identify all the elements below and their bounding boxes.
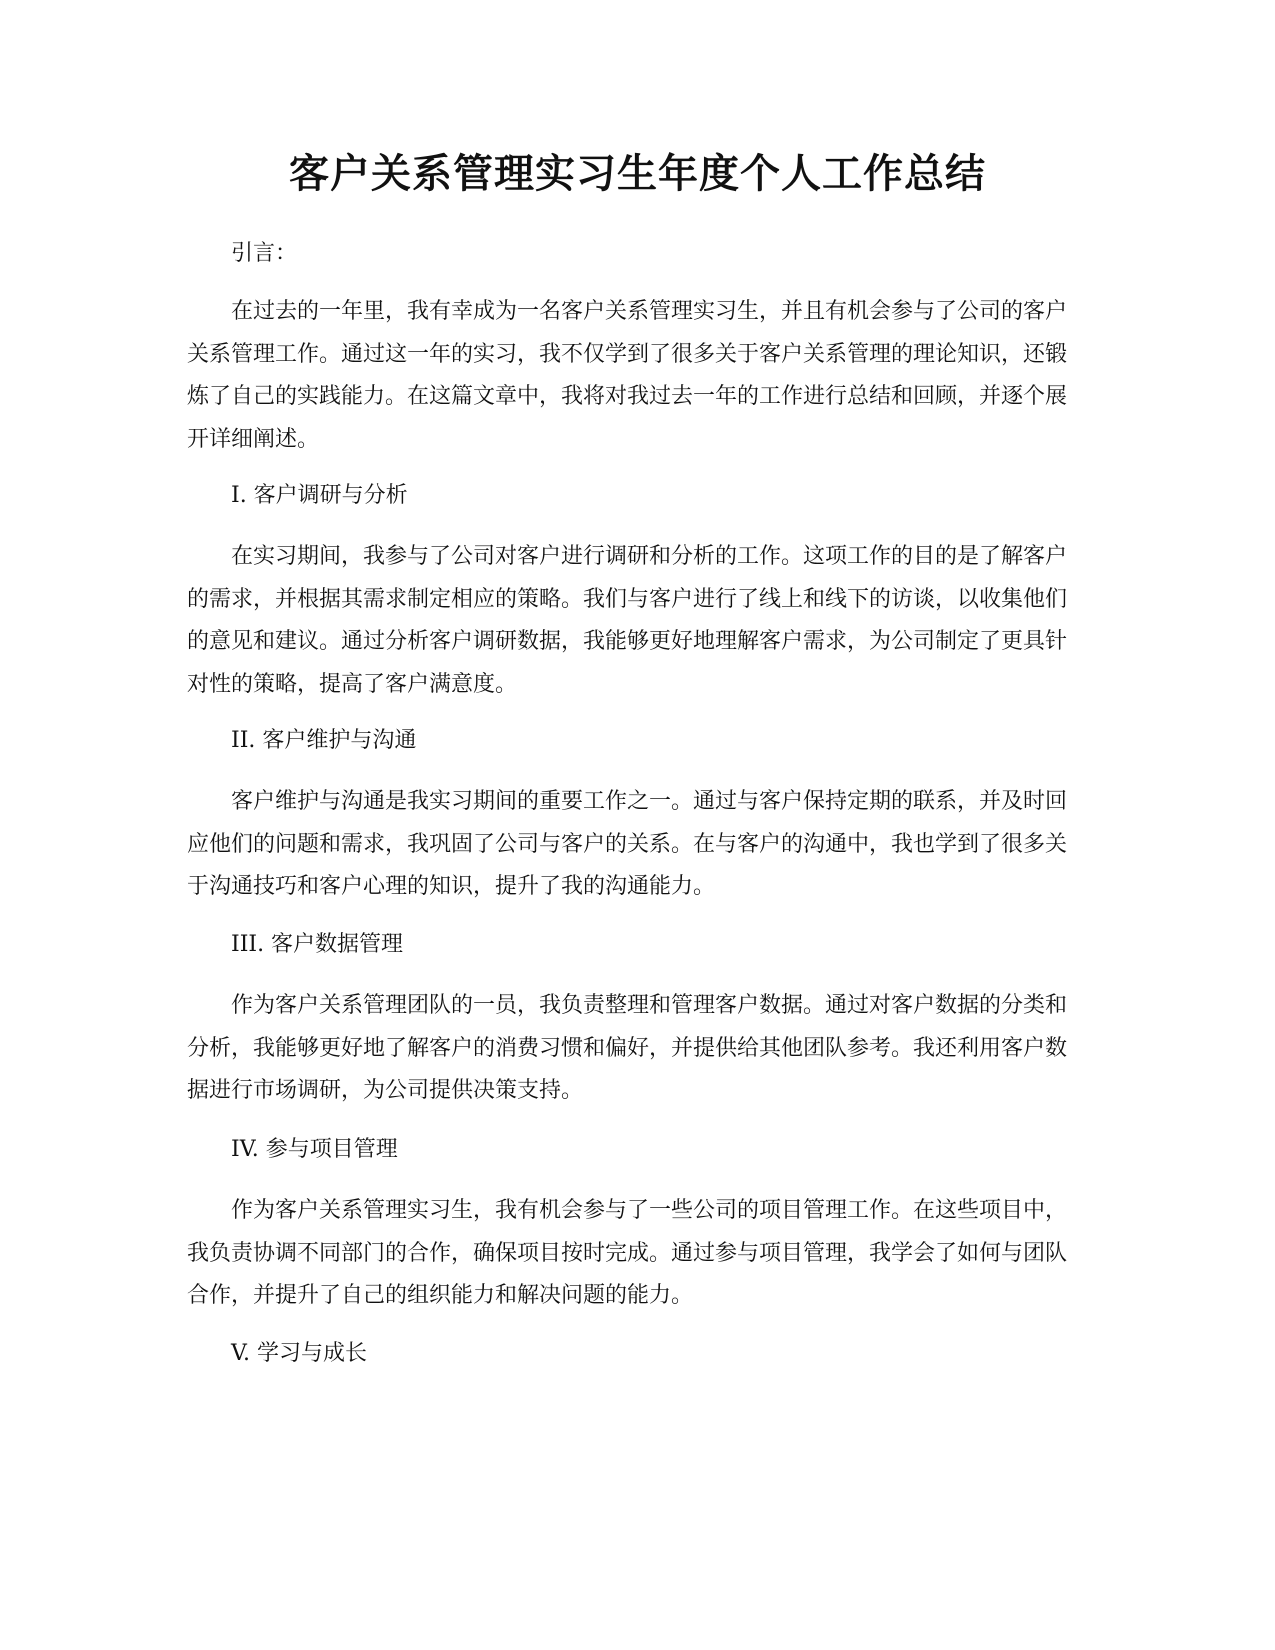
section-heading-1: I. 客户调研与分析 [231, 483, 408, 508]
document-title: 客户关系管理实习生年度个人工作总结 [289, 151, 986, 197]
intro-paragraph: 在过去的一年里，我有幸成为一名客户关系管理实习生，并且有机会参与了公司的客户关系管理工作。通过这一年的实习，我不仅学到了很多关于客户关系管理的理论知识，还锻炼了自己的实践能力。在这篇文章中，我将对我过去一年的工作进行总结和回顾，并逐个展开详细阐述。 [187, 299, 1068, 452]
section-body-2: 客户维护与沟通是我实习期间的重要工作之一。通过与客户保持定期的联系，并及时回应他们的问题和需求，我巩固了公司与客户的关系。在与客户的沟通中，我也学到了很多关于沟通技巧和客户心理的知识，提升了我的沟通能力。 [187, 789, 1068, 899]
intro-label: 引言： [231, 241, 298, 266]
section-body-4: 作为客户关系管理实习生，我有机会参与了一些公司的项目管理工作。在这些项目中，我负责协调不同部门的合作，确保项目按时完成。通过参与项目管理，我学会了如何与团队合作，并提升了自己的组织能力和解决问题的能力。 [187, 1198, 1068, 1308]
section-heading-3: III. 客户数据管理 [231, 932, 404, 957]
section-heading-2: II. 客户维护与沟通 [231, 728, 417, 753]
section-heading-4: IV. 参与项目管理 [231, 1137, 398, 1162]
section-heading-5: V. 学习与成长 [231, 1341, 368, 1366]
section-body-1: 在实习期间，我参与了公司对客户进行调研和分析的工作。这项工作的目的是了解客户的需求，并根据其需求制定相应的策略。我们与客户进行了线上和线下的访谈，以收集他们的意见和建议。通过分析客户调研数据，我能够更好地理解客户需求，为公司制定了更具针对性的策略，提高了客户满意度。 [187, 544, 1068, 697]
section-body-3: 作为客户关系管理团队的一员，我负责整理和管理客户数据。通过对客户数据的分类和分析，我能够更好地了解客户的消费习惯和偏好，并提供给其他团队参考。我还利用客户数据进行市场调研，为公司提供决策支持。 [187, 993, 1068, 1103]
